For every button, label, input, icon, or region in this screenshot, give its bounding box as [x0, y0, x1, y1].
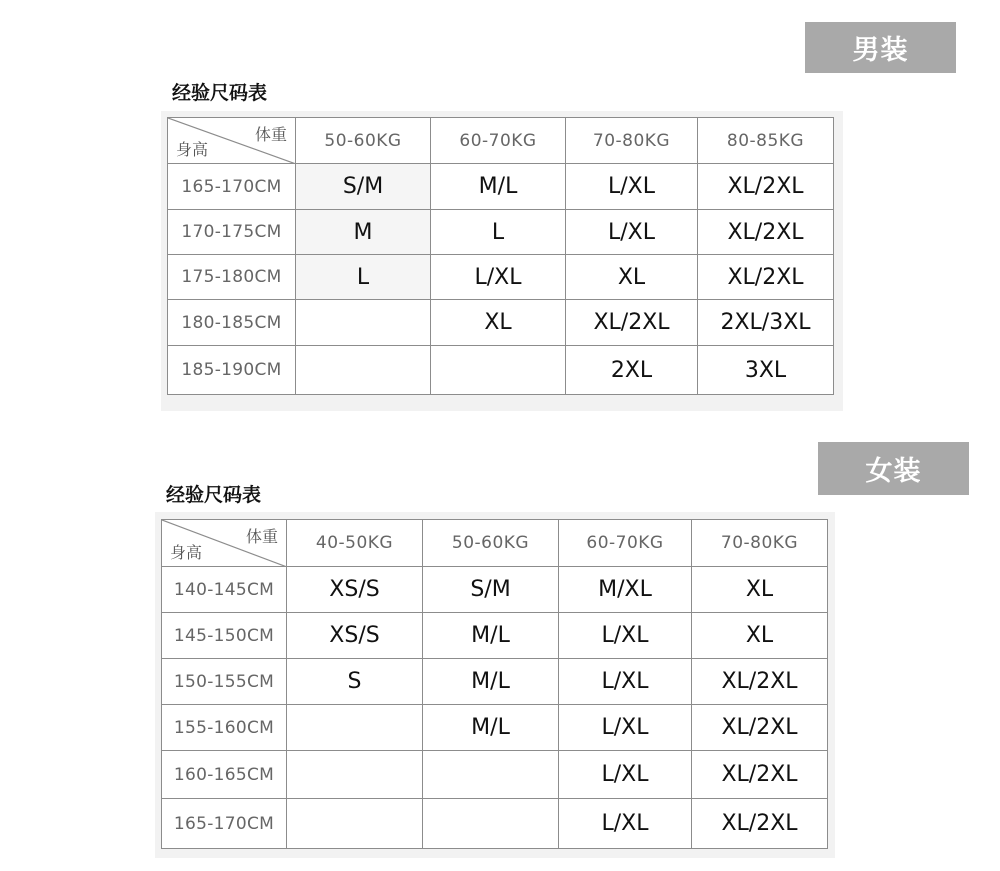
size-value: M/L	[471, 623, 510, 648]
height-row-header: 185-190CM	[168, 346, 296, 395]
weight-column-header: 70-80KG	[566, 118, 698, 164]
size-value: XL/2XL	[721, 811, 798, 836]
size-cell	[692, 799, 828, 849]
size-value: L/XL	[608, 219, 655, 245]
size-cell	[692, 567, 828, 613]
size-value: L/XL	[601, 811, 649, 836]
size-value: 2XL	[610, 357, 653, 383]
weight-column-header: 50-60KG	[423, 520, 559, 567]
size-cell	[296, 255, 431, 300]
size-value: S	[347, 669, 362, 694]
size-cell	[692, 659, 828, 705]
size-value: M	[353, 219, 373, 245]
height-row-header: 145-150CM	[162, 613, 287, 659]
size-cell	[296, 300, 431, 346]
men-size-table	[167, 117, 834, 395]
table-row	[168, 346, 834, 395]
size-value: L/XL	[601, 762, 649, 787]
size-value: M/L	[471, 669, 510, 694]
size-cell	[559, 799, 692, 849]
size-cell	[431, 255, 566, 300]
size-value: L/XL	[601, 669, 649, 694]
size-cell	[566, 210, 698, 255]
size-value: L	[356, 264, 370, 290]
size-cell	[559, 613, 692, 659]
height-row-header: 170-175CM	[168, 210, 296, 255]
men-section-badge: 男装	[805, 22, 956, 73]
women-table-title: 经验尺码表	[166, 484, 262, 506]
size-cell	[698, 300, 834, 346]
table-row	[162, 659, 828, 705]
size-cell	[296, 164, 431, 210]
size-value: XL	[617, 264, 646, 290]
size-cell	[559, 751, 692, 799]
size-cell	[431, 210, 566, 255]
height-row-header: 180-185CM	[168, 300, 296, 346]
height-row-header: 140-145CM	[162, 567, 287, 613]
weight-column-header: 50-60KG	[296, 118, 431, 164]
table-row	[168, 255, 834, 300]
size-cell	[287, 705, 423, 751]
corner-header-cell	[162, 520, 287, 567]
size-cell	[566, 255, 698, 300]
table-row	[168, 300, 834, 346]
size-cell	[692, 751, 828, 799]
size-cell	[698, 164, 834, 210]
height-row-header: 150-155CM	[162, 659, 287, 705]
height-axis-label: 身高	[176, 140, 209, 159]
size-cell	[566, 164, 698, 210]
height-row-header: 160-165CM	[162, 751, 287, 799]
height-row-header: 155-160CM	[162, 705, 287, 751]
height-axis-label: 身高	[170, 543, 203, 562]
men-table-title: 经验尺码表	[172, 82, 268, 104]
size-cell	[692, 613, 828, 659]
size-cell	[287, 799, 423, 849]
size-value: 3XL	[744, 357, 787, 383]
size-cell	[423, 659, 559, 705]
table-row	[162, 799, 828, 849]
size-cell	[423, 705, 559, 751]
size-cell	[431, 300, 566, 346]
size-value: XL/2XL	[593, 310, 670, 335]
table-row	[162, 567, 828, 613]
weight-column-header: 70-80KG	[692, 520, 828, 567]
women-size-table	[161, 519, 828, 849]
table-header-row	[168, 118, 834, 164]
size-cell	[431, 346, 566, 395]
size-value: XL/2XL	[721, 762, 798, 787]
size-cell	[566, 300, 698, 346]
size-cell	[559, 705, 692, 751]
size-value: M/XL	[598, 577, 652, 602]
size-value: L/XL	[601, 715, 649, 740]
weight-axis-label: 体重	[254, 125, 287, 144]
size-cell	[287, 751, 423, 799]
size-value: L/XL	[608, 174, 655, 199]
size-value: 2XL/3XL	[720, 310, 811, 335]
size-value: L/XL	[474, 264, 522, 290]
size-cell	[423, 567, 559, 613]
size-cell	[566, 346, 698, 395]
table-row	[168, 164, 834, 210]
size-value: S/M	[470, 577, 511, 602]
table-row	[168, 210, 834, 255]
height-row-header: 175-180CM	[168, 255, 296, 300]
size-value: XL	[745, 577, 774, 602]
size-cell	[296, 210, 431, 255]
size-value: XL/2XL	[721, 669, 798, 694]
size-value: M/L	[478, 174, 518, 199]
size-value: XS/S	[329, 623, 380, 648]
size-value: L/XL	[601, 623, 649, 648]
table-row	[162, 705, 828, 751]
size-value: M/L	[471, 715, 510, 740]
size-value: L	[491, 219, 505, 245]
size-value: S/M	[342, 174, 384, 199]
size-cell	[423, 613, 559, 659]
size-value: XL/2XL	[727, 219, 804, 245]
height-row-header: 165-170CM	[168, 164, 296, 210]
size-value: XS/S	[329, 577, 380, 602]
size-cell	[296, 346, 431, 395]
size-cell	[698, 255, 834, 300]
size-cell	[287, 567, 423, 613]
size-cell	[431, 164, 566, 210]
size-cell	[559, 659, 692, 705]
size-value: XL/2XL	[721, 715, 798, 740]
size-cell	[423, 751, 559, 799]
women-section-badge: 女装	[818, 442, 969, 495]
weight-column-header: 60-70KG	[559, 520, 692, 567]
table-row	[162, 613, 828, 659]
table-row	[162, 751, 828, 799]
weight-column-header: 60-70KG	[431, 118, 566, 164]
size-cell	[698, 210, 834, 255]
weight-column-header: 40-50KG	[287, 520, 423, 567]
size-value: XL/2XL	[727, 174, 804, 199]
size-value: XL	[484, 310, 512, 335]
size-cell	[692, 705, 828, 751]
height-row-header: 165-170CM	[162, 799, 287, 849]
size-value: XL	[745, 623, 774, 648]
size-cell	[287, 613, 423, 659]
size-cell	[423, 799, 559, 849]
size-cell	[559, 567, 692, 613]
table-header-row	[162, 520, 828, 567]
corner-header-cell	[168, 118, 296, 164]
size-cell	[287, 659, 423, 705]
size-cell	[698, 346, 834, 395]
weight-column-header: 80-85KG	[698, 118, 834, 164]
weight-axis-label: 体重	[245, 527, 278, 546]
size-value: XL/2XL	[727, 264, 804, 290]
